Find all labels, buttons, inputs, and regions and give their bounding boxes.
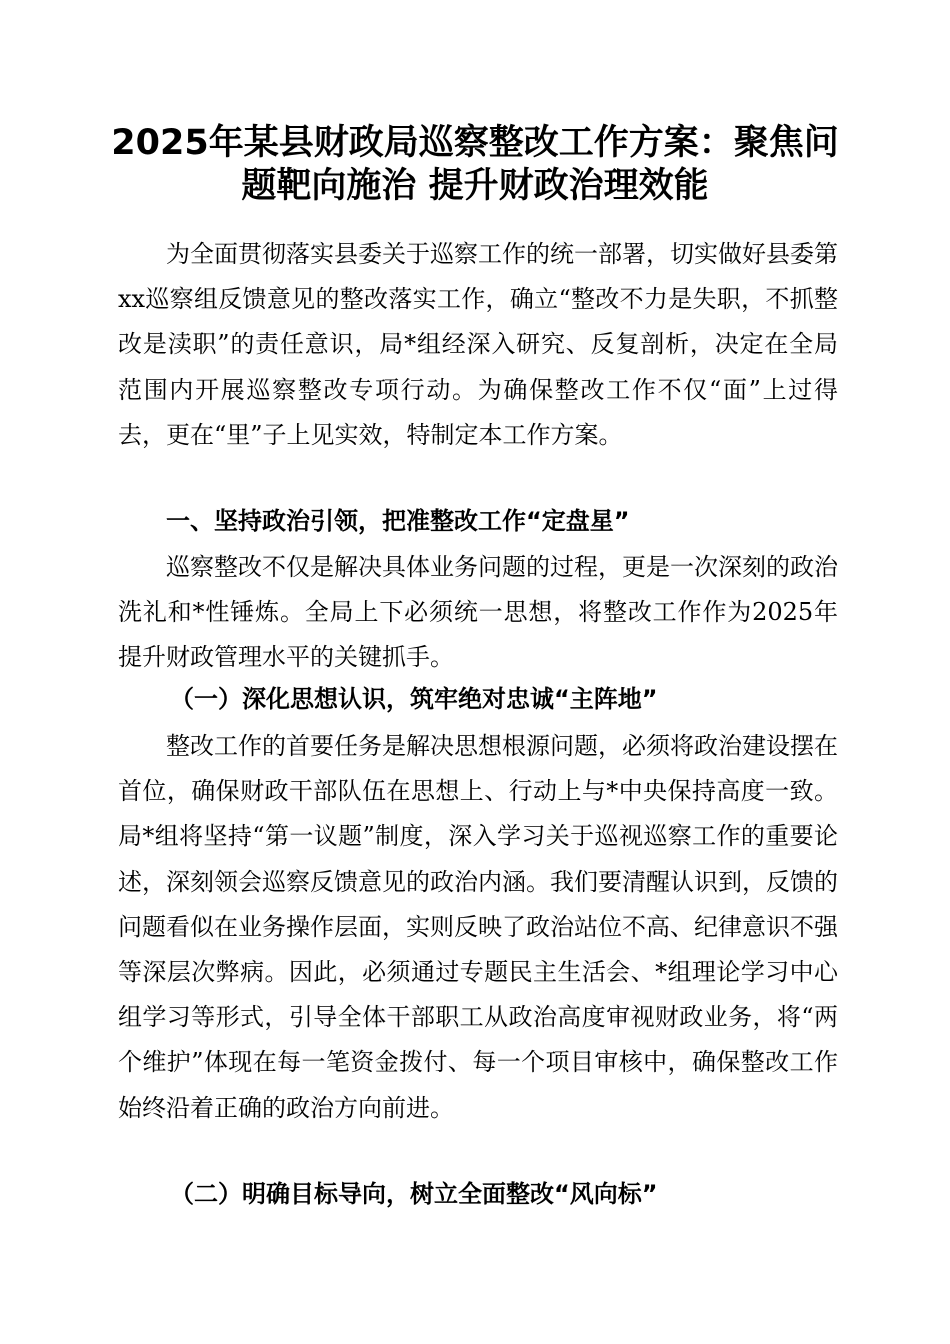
section-heading-1: 一、坚持政治引领，把准整改工作“定盘星”	[166, 507, 630, 535]
document-title-line-1: 2025年某县财政局巡察整改工作方案：聚焦问	[111, 123, 839, 163]
intro-paragraph: 为全面贯彻落实县委关于巡察工作的统一部署，切实做好县委第xx巡察组反馈意见的整改落实工作，确立“整改不力是失职，不抓整改是渎职”的责任意识，局*组经深入研究、反复剖析，决定在全局范围内开展巡察整改专项行动。为确保整改工作不仅“面”上过得去，更在“里”子上见实效，特制定本工作方案。	[118, 240, 838, 449]
document-title-line-2: 题靶向施治 提升财政治理效能	[241, 166, 709, 206]
section-1-paragraph: 巡察整改不仅是解决具体业务问题的过程，更是一次深刻的政治洗礼和*性锤炼。全局上下必须统一思想，将整改工作作为2025年提升财政管理水平的关键抓手。	[118, 553, 838, 672]
subsection-heading-2: （二）明确目标导向，树立全面整改“风向标”	[170, 1180, 658, 1208]
subsection-1-paragraph: 整改工作的首要任务是解决思想根源问题，必须将政治建设摆在首位，确保财政干部队伍在思想上、行动上与*中央保持高度一致。局*组将坚持“第一议题”制度，深入学习关于巡视巡察工作的重要论述，深刻领会巡察反馈意见的政治内涵。我们要清醒认识到，反馈的问题看似在业务操作层面，实则反映了政治站位不高、纪律意识不强等深层次弊病。因此，必须通过专题民主生活会、*组理论学习中心组学习等形式，引导全体干部职工从政治高度审视财政业务，将“两个维护”体现在每一笔资金拨付、每一个项目审核中，确保整改工作始终沿着正确的政治方向前进。	[118, 732, 838, 1122]
subsection-heading-1: （一）深化思想认识，筑牢绝对忠诚“主阵地”	[170, 685, 658, 713]
